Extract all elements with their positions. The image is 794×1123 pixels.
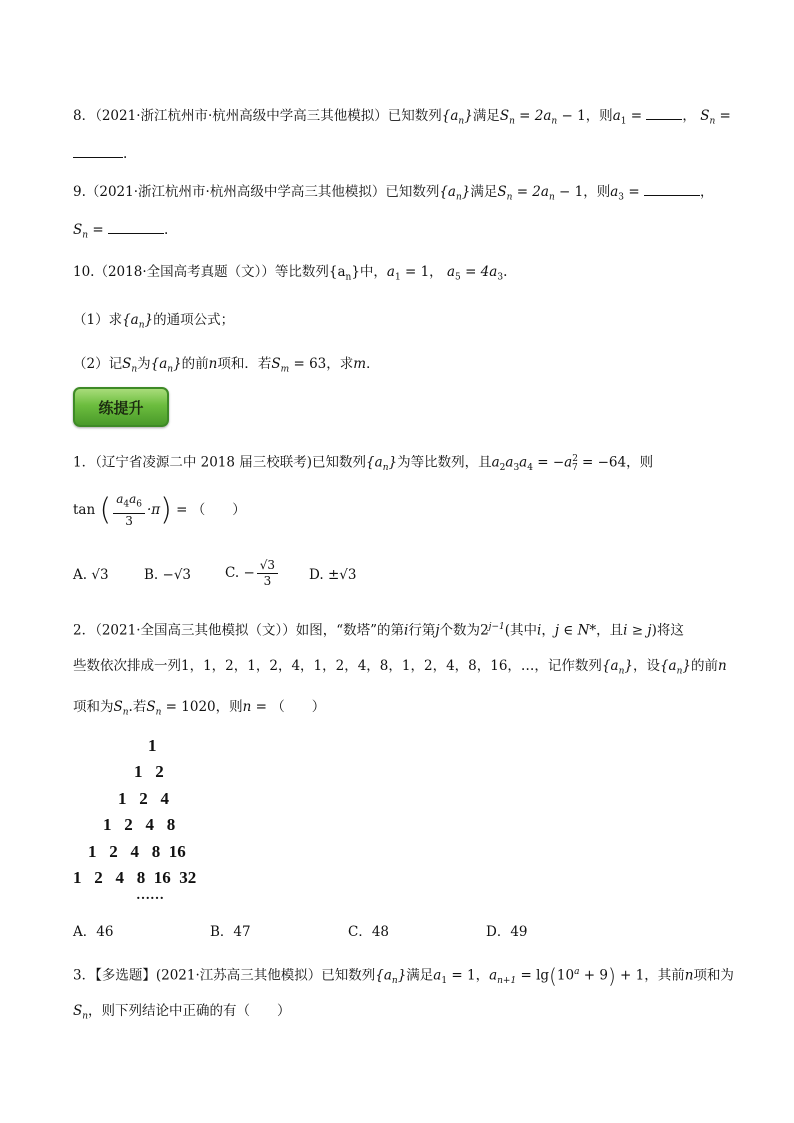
problem-2-option-b: B．47 (210, 924, 251, 940)
tower-row: 1 2 4 8 16 (88, 842, 186, 861)
fraction: $\frac{a_4a_6}{3}$ (113, 492, 145, 528)
question-10-part-2: （2）记$S_n$为$\{a_n\}$的前n项和．若$S_m = 63$，求m． (73, 356, 380, 375)
problem-2-option-d: D．49 (486, 924, 528, 940)
section-badge-label: 练提升 (98, 398, 144, 417)
tower-row: 1 2 4 8 (103, 815, 176, 834)
problem-2-line-3: 项和为$S_n$.若$S_n = 1020$，则n = （ ） (73, 699, 326, 718)
problem-2-option-c: C．48 (348, 924, 390, 940)
problem-1-line-1: 1．（辽宁省凌源二中 2018 届三校联考)已知数列$\{a_n\}$为等比数列，且$a_2a_3a_4 = -a^2_7 = -64$，则 (73, 454, 654, 474)
question-9-line-1: 9.（2021·浙江杭州市·杭州高级中学高三其他模拟）已知数列$\{a_n\}$满足$S_n = 2a_n - 1$，则$a_3$ = ， (73, 184, 714, 203)
question-10-part-1: （1）求$\{a_n\}$的通项公式； (73, 312, 235, 331)
tower-row: 1 (148, 736, 157, 755)
question-8-line-2: . (73, 144, 734, 164)
tower-row: …… (136, 888, 164, 903)
question-8-line-1: 8．（2021·浙江杭州市·杭州高级中学高三其他模拟）已知数列$\{a_n\}$满足$S_n = 2a_n - 1$，则$a_1$ = ， $S_n$ = (73, 108, 731, 127)
problem-2-option-a: A．46 (73, 924, 114, 940)
problem-1-line-2: tan ( $\frac{a_4a_6}{3}$ ·π) = （ ） (73, 492, 246, 528)
problem-2-line-2: 些数依次排成一列1，1，2，1，2，4，1，2，4，8，1，2，4，8，16，…，记作数列$\{a_n\}$，设$\{a_n\}$的前n (73, 658, 727, 677)
question-10-line-1: 10.（2018·全国高考真题（文））等比数列$\{a_n\}$中，$a_1 = 1$， $a_5 = 4a_3$. (73, 264, 508, 283)
answer-blank (646, 107, 682, 120)
question-9-line-2: $S_n$ = . (73, 222, 169, 241)
section-badge (73, 387, 169, 427)
tower-row: 1 2 4 8 16 32 (73, 868, 197, 887)
problem-1-option-d: D. ±√3 (309, 567, 357, 583)
tower-row: 1 2 4 (118, 789, 169, 808)
problem-1-option-c: C. − $\frac{√3}{3}$ (225, 553, 280, 593)
problem-3-line-2: $S_n$，则下列结论中正确的有（ ） (73, 1003, 291, 1022)
tower-row: 1 2 (134, 762, 164, 781)
problem-2-line-1: 2．（2021·全国高三其他模拟（文））如图，“数塔”的第i行第j个数为$2^{j-1}$(其中i，j ∈ N*，且i ≥ j)将这 (73, 622, 684, 639)
problem-1-option-a: A. √3 (73, 567, 109, 583)
problem-3-line-1: 3．【多选题】(2021·江苏高三其他模拟）已知数列$\{a_n\}$满足$a_1 = 1$，$a_{n+1} = \lg(10^a + 9) + 1$，其前n项和为 (73, 964, 734, 988)
answer-blank (644, 183, 700, 196)
answer-blank (108, 221, 164, 234)
answer-blank (73, 145, 123, 158)
problem-1-option-b: B. −√3 (144, 567, 192, 583)
